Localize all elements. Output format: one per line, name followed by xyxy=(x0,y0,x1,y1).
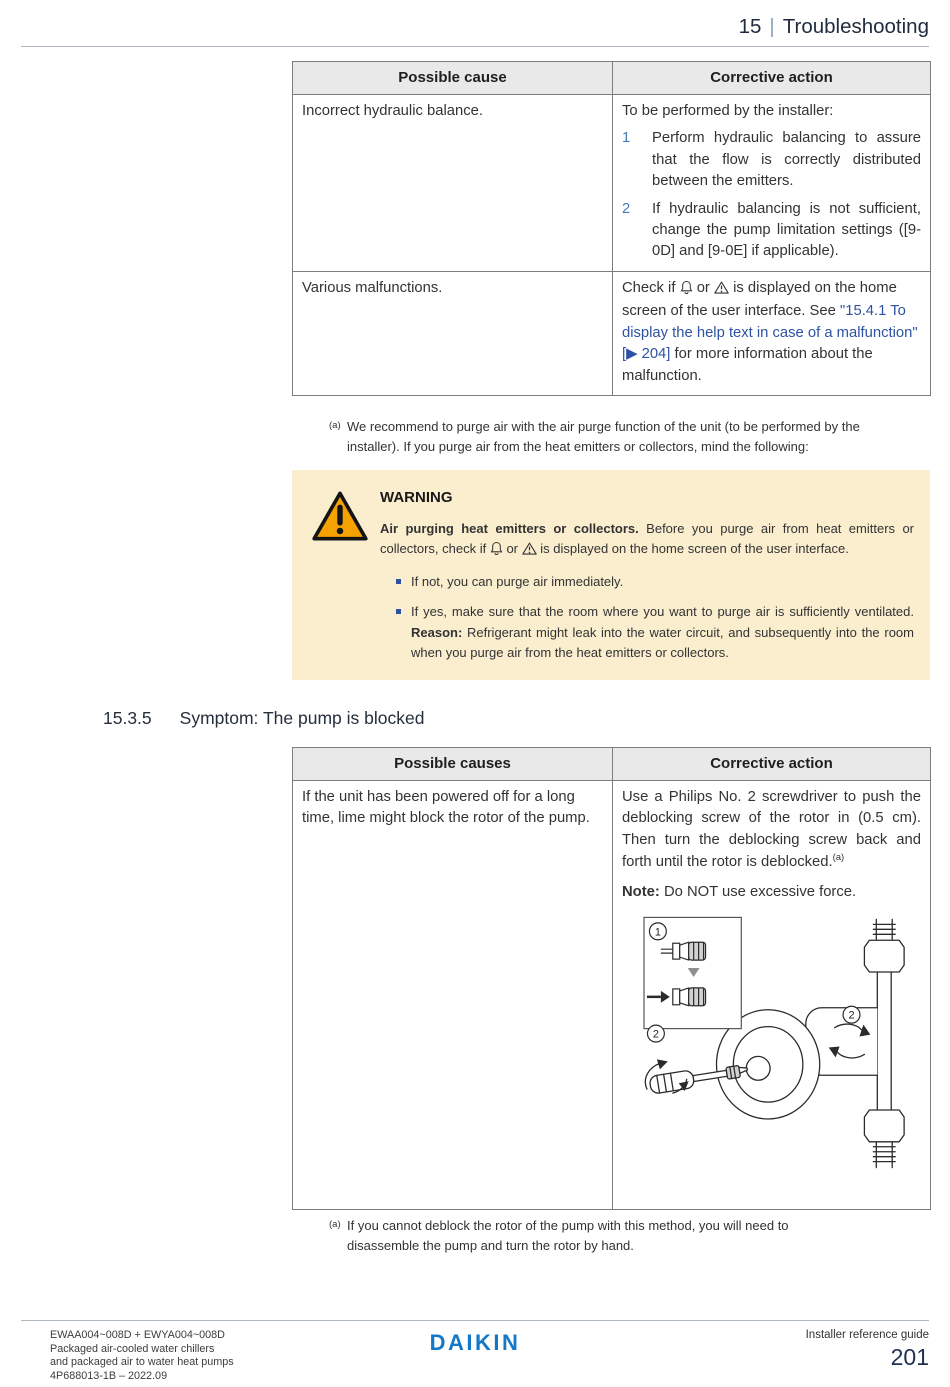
col-header-possible-cause: Possible cause xyxy=(293,62,613,95)
col-header-corrective-action: Corrective action xyxy=(613,748,931,781)
step-text: Perform hydraulic balancing to assure that the flow is correctly distributed between the emitters. xyxy=(652,130,921,190)
step-1 xyxy=(622,128,921,192)
page-header xyxy=(739,15,929,39)
warning-lead-bold: Air purging heat emitters or collectors. xyxy=(380,520,639,536)
bullet-square xyxy=(396,609,401,614)
pump-illustration xyxy=(643,916,921,1173)
bullet-text-fragment: Refrigerant might leak into the water circuit, and subsequently into the room when you purge air from the heat emitters or collectors. xyxy=(411,624,914,661)
warning-lead-text: or xyxy=(506,541,519,557)
footnote-text: If you cannot deblock the rotor of the pump with this method, you will need to disassemble the pump and turn the rotor by hand. xyxy=(347,1218,789,1254)
table-row xyxy=(293,780,931,1209)
step-text: If hydraulic balancing is not sufficient, change the pump limitation settings ([9-0D] and [9-0E] if applicable). xyxy=(652,200,921,260)
footer-rule xyxy=(21,1320,929,1321)
bullet-text: If not, you can purge air immediately. xyxy=(411,573,624,589)
step-number: 1 xyxy=(622,130,631,147)
table-row xyxy=(293,271,931,395)
header-rule xyxy=(21,46,929,47)
section-title: Symptom: The pump is blocked xyxy=(179,708,425,728)
col-header-possible-causes: Possible causes xyxy=(293,748,613,781)
footnote xyxy=(329,417,901,457)
footnote-marker: (a) xyxy=(329,420,341,431)
action-text: for more information about the malfunction. xyxy=(622,346,873,384)
cause-cell: Incorrect hydraulic balance. xyxy=(293,94,613,271)
col-header-corrective-action: Corrective action xyxy=(613,62,931,95)
bell-icon xyxy=(490,541,503,562)
callout-1: 1 xyxy=(654,926,661,939)
warning-title: WARNING xyxy=(380,489,453,506)
callout-2-screw: 2 xyxy=(848,1009,855,1022)
action-text: or xyxy=(696,279,710,296)
section-number: 15.3.5 xyxy=(103,708,152,728)
action-intro: To be performed by the installer: xyxy=(622,102,834,119)
action-paragraph xyxy=(622,787,921,874)
step-number: 2 xyxy=(622,200,631,217)
table-row xyxy=(293,94,931,271)
warning-lead xyxy=(380,519,914,562)
footnote xyxy=(329,1216,849,1256)
note-text: Do NOT use excessive force. xyxy=(663,884,857,901)
warning-sign-icon xyxy=(522,541,537,562)
table-header-row xyxy=(293,62,931,95)
page-number: 201 xyxy=(890,1344,929,1370)
warning-bullet-2 xyxy=(394,602,914,664)
warning-body xyxy=(380,486,914,664)
bullet-square xyxy=(396,579,401,584)
warning-icon xyxy=(300,486,380,664)
section-heading xyxy=(103,708,424,729)
action-text: is displayed on the home screen of the user interface. See xyxy=(622,279,897,320)
cause-cell: If the unit has been powered off for a long time, lime might block the rotor of the pump. xyxy=(293,780,613,1209)
header-separator: | xyxy=(769,15,775,38)
chapter-number: 15 xyxy=(738,15,762,38)
bullet-text xyxy=(411,602,914,664)
note-paragraph xyxy=(622,882,921,903)
footnote-reference: (a) xyxy=(832,852,845,864)
warning-lead-text: is displayed on the home screen of the user interface. xyxy=(540,541,849,557)
pump-deblocking-figure xyxy=(643,916,921,1180)
footnote-text: We recommend to purge air with the air purge function of the unit (to be performed by the installer). If you purge air from the heat emitters or collectors, mind the following: xyxy=(347,419,860,455)
action-text: Use a Philips No. 2 screwdriver to push the deblocking screw of the rotor in (0.5 cm). Then turn the deblocking screw back and forth until the rotor is deblocked. xyxy=(622,788,921,871)
daikin-logo: DAIKIN xyxy=(429,1330,521,1355)
model-line: EWAA004~008D + EWYA004~008D xyxy=(50,1329,225,1341)
action-cell-content xyxy=(622,787,921,1201)
warning-sign-icon xyxy=(714,280,729,301)
action-cell xyxy=(613,780,931,1209)
malfunction-help-link[interactable]: "15.4.1 To display the help text in case of a malfunction" [▶ 204] xyxy=(622,303,918,363)
bullet-text-bold: Reason: xyxy=(411,624,463,640)
doc-code: 4P688013-1B – 2022.09 xyxy=(50,1369,168,1382)
bell-icon xyxy=(680,280,693,301)
step-2 xyxy=(622,199,921,263)
model-line: Packaged air-cooled water chillers xyxy=(50,1342,215,1355)
troubleshooting-table xyxy=(292,61,931,396)
cause-cell: Various malfunctions. xyxy=(293,271,613,395)
warning-lead-text: Before you purge air from heat emitters or collectors, check if xyxy=(380,520,914,557)
bullet-text-fragment: If yes, make sure that the room where you want to purge air is sufficiently ventilated. xyxy=(411,604,914,620)
footer-model-info xyxy=(50,1329,234,1383)
table-header-row xyxy=(293,748,931,781)
footer-right xyxy=(806,1329,929,1371)
chapter-title: Troubleshooting xyxy=(782,15,929,38)
warning-box xyxy=(292,470,930,680)
model-line: and packaged air to water heat pumps xyxy=(50,1356,234,1368)
guide-label: Installer reference guide xyxy=(805,1329,929,1341)
action-text: Check if xyxy=(622,279,676,296)
action-cell xyxy=(613,94,931,271)
action-cell xyxy=(613,271,931,395)
callout-2-screwdriver: 2 xyxy=(652,1028,659,1041)
warning-bullet-1 xyxy=(394,572,914,593)
footnote-marker: (a) xyxy=(329,1219,341,1230)
pump-blocked-table xyxy=(292,747,931,1210)
note-label: Note: xyxy=(622,884,660,901)
